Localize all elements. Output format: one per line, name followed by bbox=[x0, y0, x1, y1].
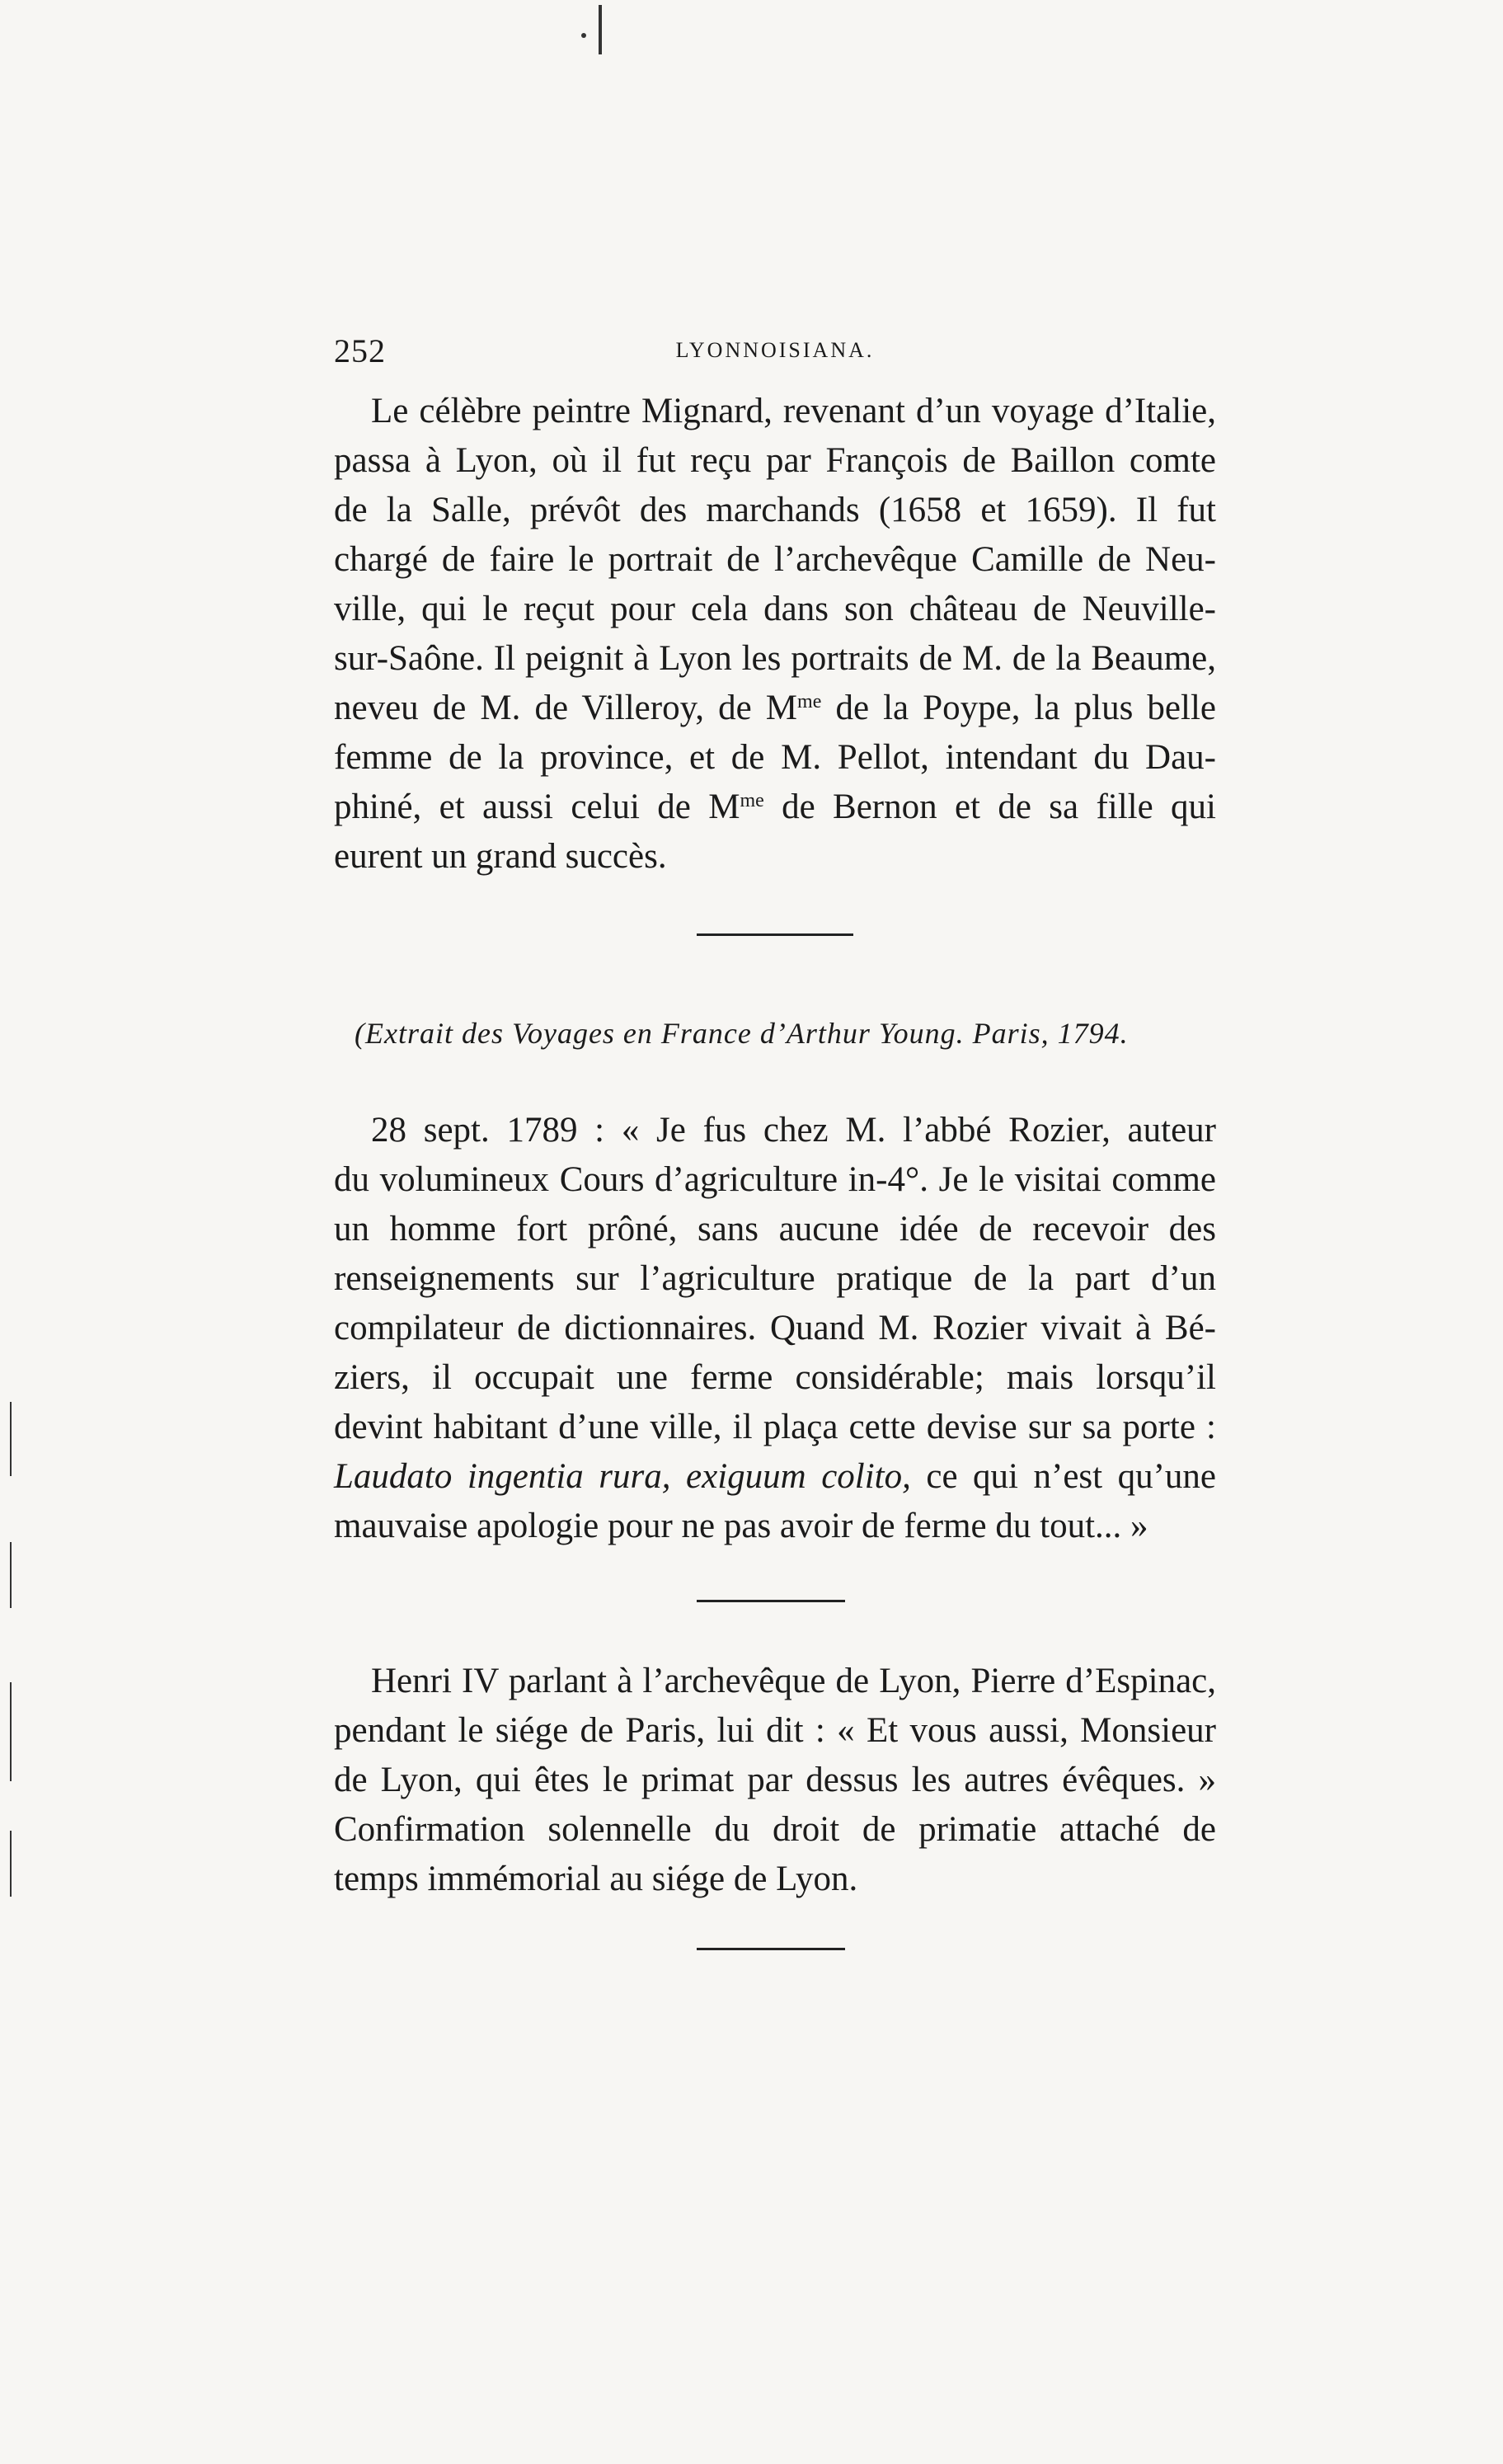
paragraph-line: sur-Saône. Il peignit à Lyon les portraits de M. de la Beaume, bbox=[334, 639, 1216, 678]
paragraph-line: mauvaise apologie pour ne pas avoir de ferme du tout... » bbox=[334, 1507, 1148, 1545]
paragraph-line: compilateur de dictionnaires. Quand M. Rozier vivait à Bé- bbox=[334, 1309, 1216, 1347]
paragraph-line: Laudato ingentia rura, exiguum colito, ce qui n’est qu’une bbox=[334, 1457, 1216, 1496]
paragraph-line: pendant le siége de Paris, lui dit : « Et vous aussi, Monsieur bbox=[334, 1711, 1216, 1750]
paragraph-line: 28 sept. 1789 : « Je fus chez M. l’abbé Rozier, auteur bbox=[371, 1111, 1216, 1150]
latin-motto: Laudato ingentia rura, exiguum colito, bbox=[334, 1457, 911, 1496]
citation: (Extrait des Voyages en France d’Arthur Young. Paris, 1794. bbox=[355, 1017, 1129, 1050]
paragraph-line: temps immémorial au siége de Lyon. bbox=[334, 1860, 858, 1898]
paragraph-line: Le célèbre peintre Mignard, revenant d’un voyage d’Italie, bbox=[371, 392, 1216, 430]
scan-mark-top bbox=[599, 5, 602, 54]
section-divider bbox=[697, 933, 853, 936]
paragraph-line: ville, qui le reçut pour cela dans son château de Neuville- bbox=[334, 590, 1216, 628]
paragraph-line: Henri IV parlant à l’archevêque de Lyon, Pierre d’Espinac, bbox=[371, 1662, 1216, 1700]
paragraph-line: devint habitant d’une ville, il plaça cette devise sur sa porte : bbox=[334, 1408, 1216, 1446]
scan-mark-left-3 bbox=[10, 1682, 12, 1781]
paragraph-line: de Lyon, qui êtes le primat par dessus les autres évêques. » bbox=[334, 1761, 1216, 1799]
paragraph-line: neveu de M. de Villeroy, de $M^{me}$ de la Poype, la plus belle bbox=[334, 689, 1216, 727]
scan-mark-left-1 bbox=[10, 1402, 12, 1476]
paragraph-line: de la Salle, prévôt des marchands (1658 et 1659). Il fut bbox=[334, 491, 1216, 529]
section-divider bbox=[697, 1600, 845, 1602]
paragraph-line: un homme fort prôné, sans aucune idée de recevoir des bbox=[334, 1210, 1216, 1248]
paragraph-line: Confirmation solennelle du droit de primatie attaché de bbox=[334, 1810, 1216, 1849]
paragraph-line: passa à Lyon, où il fut reçu par François de Baillon comte bbox=[334, 441, 1216, 480]
paragraph-line: eurent un grand succès. bbox=[334, 837, 667, 876]
paragraph-line: renseignements sur l’agriculture pratique de la part d’un bbox=[334, 1259, 1216, 1298]
scan-mark-dot bbox=[581, 33, 586, 38]
page-header bbox=[334, 332, 1216, 373]
paragraph-line: ziers, il occupait une ferme considérable; mais lorsqu’il bbox=[334, 1358, 1216, 1397]
running-title: LYONNOISIANA. bbox=[675, 338, 875, 362]
page-number: 252 bbox=[334, 332, 386, 369]
paragraph-line: femme de la province, et de M. Pellot, intendant du Dau- bbox=[334, 738, 1216, 777]
paragraph-line: du volumineux Cours d’agriculture in-4°. Je le visitai comme bbox=[334, 1160, 1216, 1199]
scan-mark-left-2 bbox=[10, 1542, 12, 1608]
scan-mark-left-4 bbox=[10, 1831, 12, 1897]
section-divider bbox=[697, 1948, 845, 1950]
paragraph-line: phiné, et aussi celui de $M^{me}$ de Bernon et de sa fille qui bbox=[334, 788, 1216, 826]
paragraph-line: chargé de faire le portrait de l’archevêque Camille de Neu- bbox=[334, 540, 1216, 579]
